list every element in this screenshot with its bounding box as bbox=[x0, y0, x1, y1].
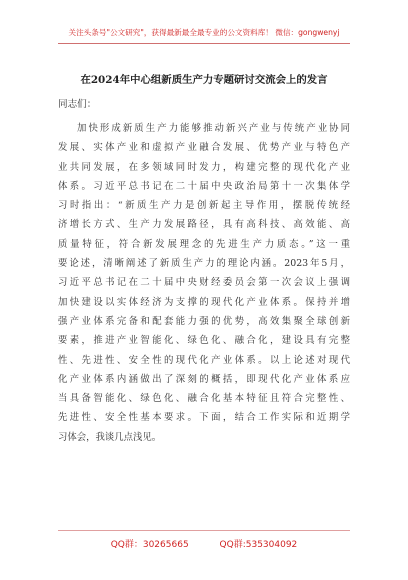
document-title: 在2024年中心组新质生产力专题研讨交流会上的发言 bbox=[80, 74, 328, 86]
paragraph-line: 化产业体系内涵做出了深刻的概括，即现代化产业体系应 bbox=[58, 373, 350, 385]
paragraph-line: 业共同发展，在多领域同时发力，构建完整的现代化产业 bbox=[58, 161, 350, 173]
footer-divider bbox=[58, 530, 350, 531]
paragraph-line: 发展、实体产业和虚拟产业融合发展、优势产业与特色产 bbox=[58, 142, 350, 154]
paragraph-line: 性、先进性、安全性的现代化产业体系。以上论述对现代 bbox=[58, 354, 350, 366]
promo-header: 关注头条号"公文研究"，获得最新最全最专业的公文资料库！ 微信：gongwenyj bbox=[68, 28, 340, 37]
paragraph-line: 济增长方式、生产力发展路径，具有高科技、高效能、高 bbox=[58, 219, 350, 231]
paragraph-line: 习体会，我谈几点浅见。 bbox=[58, 431, 162, 443]
paragraph-line: 习近平总书记在二十届中央财经委员会第一次会议上强调 bbox=[58, 277, 350, 289]
paragraph-line: 要素，推进产业智能化、绿色化、融合化，建设具有完整 bbox=[58, 335, 350, 347]
paragraph-line: 加快形成新质生产力能够推动新兴产业与传统产业协同 bbox=[77, 123, 350, 134]
qq-group-1: QQ群：30265665 bbox=[110, 540, 189, 550]
paragraph-line: 要论述，清晰阐述了新质生产力的理论内涵。2023年5月， bbox=[58, 258, 350, 270]
qq-group-2: QQ群:535304092 bbox=[219, 540, 298, 550]
header-divider bbox=[58, 43, 350, 44]
paragraph-line: 先进性、安全性基本要求。下面，结合工作实际和近期学 bbox=[58, 412, 350, 424]
paragraph-line: 体系。习近平总书记在二十届中央政治局第十一次集体学 bbox=[58, 180, 350, 192]
paragraph-line: 习时指出：“新质生产力是创新起主导作用，摆脱传统经 bbox=[58, 200, 350, 212]
paragraph-line: 当具备智能化、绿色化、融合化基本特征且符合完整性、 bbox=[58, 393, 350, 405]
promo-footer bbox=[0, 537, 408, 550]
paragraph-line: 加快建设以实体经济为支撑的现代化产业体系。保持并增 bbox=[58, 296, 350, 308]
body-paragraph bbox=[58, 119, 350, 447]
paragraph-line: 强产业体系完备和配套能力强的优势，高效集聚全球创新 bbox=[58, 315, 350, 327]
salutation: 同志们： bbox=[58, 99, 97, 110]
paragraph-line: 质量特征，符合新发展理念的先进生产力质态。”这一重 bbox=[58, 238, 350, 250]
